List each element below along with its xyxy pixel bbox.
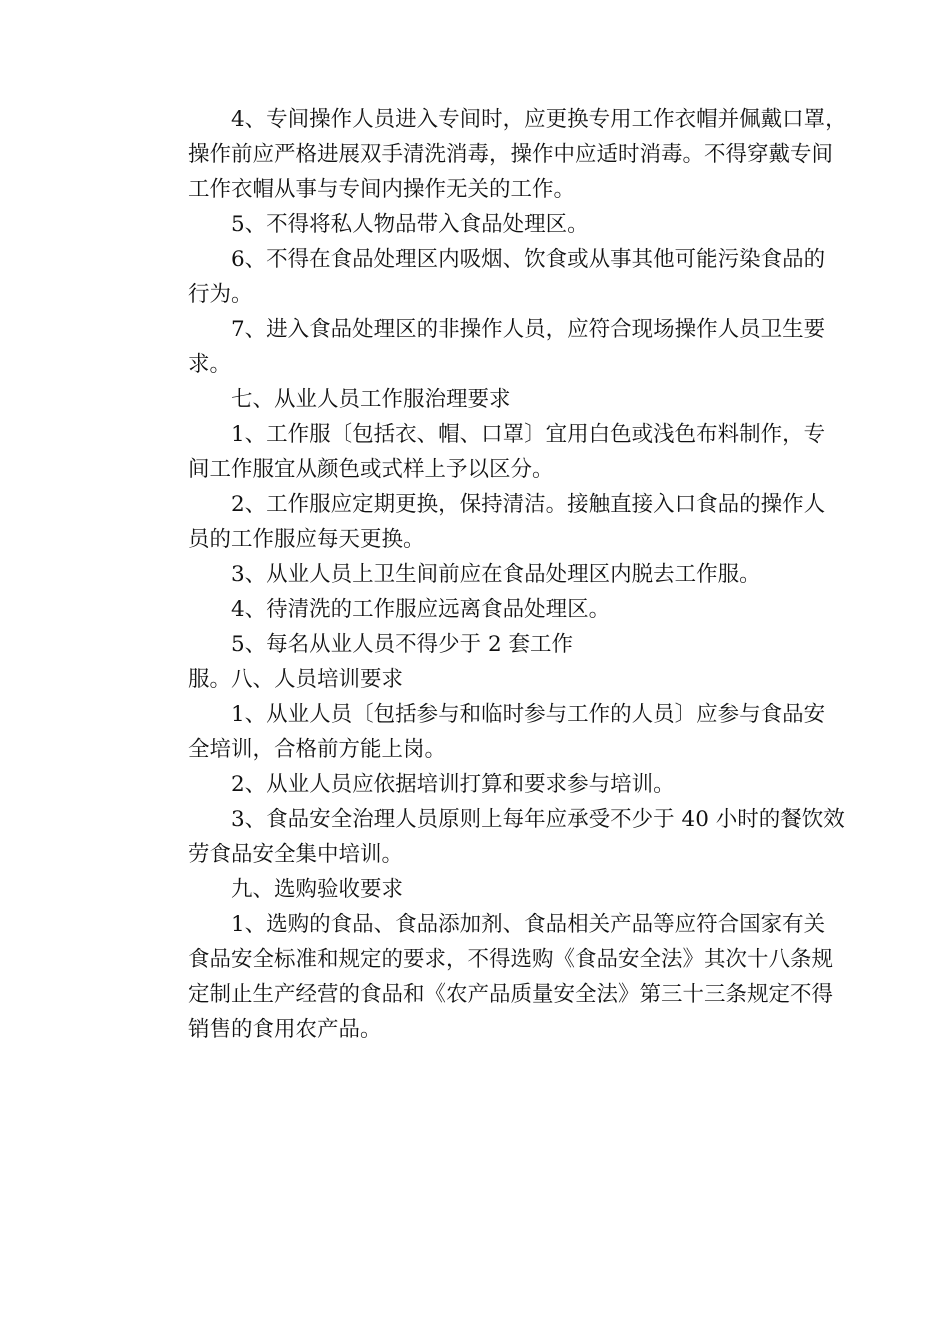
document-body [145, 102, 847, 1047]
text-line: 7、进入食品处理区的非操作人员，应符合现场操作人员卫生要 [231, 317, 826, 342]
section-heading [145, 382, 813, 417]
paragraph [145, 907, 834, 1047]
paragraph [145, 592, 813, 627]
text-line: 劳食品安全集中培训。 [188, 842, 404, 867]
text-line: 食品安全标准和规定的要求，不得选购《食品安全法》其次十八条规 [188, 947, 834, 972]
section-heading [145, 662, 813, 697]
paragraph [145, 627, 813, 662]
text-line: 6、不得在食品处理区内吸烟、饮食或从事其他可能污染食品的 [231, 247, 826, 272]
text-line: 2、工作服应定期更换，保持清洁。接触直接入口食品的操作人 [231, 492, 826, 517]
paragraph [145, 102, 847, 207]
text-line: 5、每名从业人员不得少于 2 套工作 [231, 632, 574, 657]
text-line: 1、工作服〔包括衣、帽、口罩〕宜用白色或浅色布料制作，专 [231, 422, 826, 447]
text-line: 九、选购验收要求 [231, 877, 404, 902]
text-line: 4、专间操作人员进入专间时，应更换专用工作衣帽并佩戴口罩， [231, 107, 847, 132]
text-line: 员的工作服应每天更换。 [188, 527, 425, 552]
text-line: 3、食品安全治理人员原则上每年应承受不少于 40 小时的餐饮效 [231, 807, 845, 832]
paragraph [145, 697, 826, 767]
paragraph [145, 802, 845, 872]
paragraph [145, 207, 813, 242]
text-line: 4、待清洗的工作服应远离食品处理区。 [231, 597, 611, 622]
text-line: 求。 [188, 352, 232, 377]
text-line: 全培训，合格前方能上岗。 [188, 737, 447, 762]
text-line: 行为。 [188, 282, 253, 307]
text-line: 2、从业人员应依据培训打算和要求参与培训。 [231, 772, 675, 797]
text-line: 定制止生产经营的食品和《农产品质量安全法》第三十三条规定不得 [188, 982, 834, 1007]
paragraph [145, 557, 813, 592]
text-line: 间工作服宜从颜色或式样上予以区分。 [188, 457, 554, 482]
text-line: 3、从业人员上卫生间前应在食品处理区内脱去工作服。 [231, 562, 761, 587]
paragraph [145, 417, 826, 487]
section-heading [145, 872, 813, 907]
paragraph [145, 312, 826, 382]
paragraph [145, 242, 826, 312]
text-line: 1、从业人员〔包括参与和临时参与工作的人员〕应参与食品安 [231, 702, 826, 727]
text-line: 操作前应严格进展双手清洗消毒，操作中应适时消毒。不得穿戴专间 [188, 142, 834, 167]
text-line: 七、从业人员工作服治理要求 [231, 387, 511, 412]
text-line: 工作衣帽从事与专间内操作无关的工作。 [188, 177, 576, 202]
paragraph [145, 487, 826, 557]
text-line: 5、不得将私人物品带入食品处理区。 [231, 212, 589, 237]
text-line: 服。八、人员培训要求 [188, 667, 404, 692]
text-line: 1、选购的食品、食品添加剂、食品相关产品等应符合国家有关 [231, 912, 826, 937]
paragraph [145, 767, 813, 802]
text-line: 销售的食用农产品。 [188, 1017, 382, 1042]
